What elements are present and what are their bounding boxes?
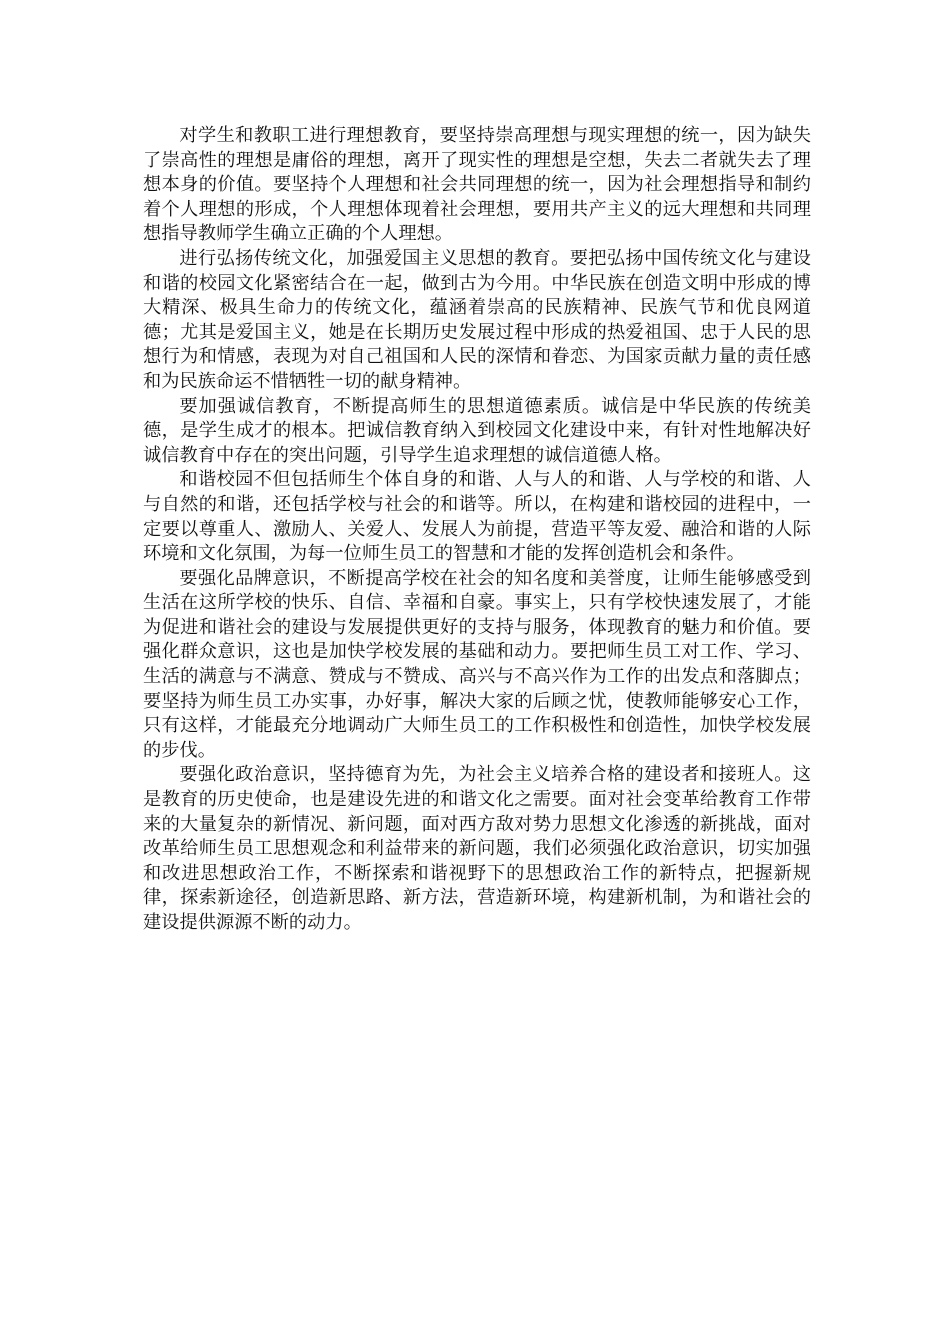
document-body (143, 124, 811, 936)
paragraph-political-awareness: 要强化政治意识，坚持德育为先，为社会主义培养合格的建设者和接班人。这是教育的历史使命，也是建设先进的和谐文化之需要。面对社会变革给教育工作带来的大量复杂的新情况、新问题，面对西方敌对势力思想文化渗透的新挑战，面对改革给师生员工思想观念和利益带来的新问题，我们必须强化政治意识，切实加强和改进思想政治工作，不断探索和谐视野下的思想政治工作的新特点，把握新规律，探索新途径，创造新思路、新方法，营造新环境，构建新机制，为和谐社会的建设提供源源不断的动力。 (143, 764, 811, 933)
paragraph-brand-awareness: 要强化品牌意识，不断提高学校在社会的知名度和美誉度，让师生能够感受到生活在这所学校的快乐、自信、幸福和自豪。事实上，只有学校快速发展了，才能为促进和谐社会的建设与发展提供更好的支持与服务，体现教育的魅力和价值。要强化群众意识，这也是加快学校发展的基础和动力。要把师生员工对工作、学习、生活的满意与不满意、赞成与不赞成、高兴与不高兴作为工作的出发点和落脚点；要坚持为师生员工办实事，办好事，解决大家的后顾之忧，使教师能够安心工作，只有这样，才能最充分地调动广大师生员工的工作积极性和创造性，加快学校发展的步伐。 (143, 567, 811, 761)
paragraph-traditional-culture: 进行弘扬传统文化，加强爱国主义思想的教育。要把弘扬中国传统文化与建设和谐的校园文化紧密结合在一起，做到古为今用。中华民族在创造文明中形成的博大精深、极具生命力的传统文化，蕴涵着崇高的民族精神、民族气节和优良网道德；尤其是爱国主义，她是在长期历史发展过程中形成的热爱祖国、忠于人民的思想行为和情感，表现为对自己祖国和人民的深情和眷恋、为国家贡献力量的责任感和为民族命运不惜牺牲一切的献身精神。 (143, 247, 811, 392)
paragraph-integrity-education: 要加强诚信教育，不断提高师生的思想道德素质。诚信是中华民族的传统美德，是学生成才的根本。把诚信教育纳入到校园文化建设中来，有针对性地解决好诚信教育中存在的突出问题，引导学生追求理想的诚信道德人格。 (143, 395, 811, 466)
paragraph-harmonious-campus: 和谐校园不但包括师生个体自身的和谐、人与人的和谐、人与学校的和谐、人与自然的和谐，还包括学校与社会的和谐等。所以，在构建和谐校园的进程中，一定要以尊重人、激励人、关爱人、发展人为前提，营造平等友爱、融洽和谐的人际环境和文化氛围，为每一位师生员工的智慧和才能的发挥创造机会和条件。 (143, 469, 811, 565)
paragraph-ideal-education: 对学生和教职工进行理想教育，要坚持崇高理想与现实理想的统一，因为缺失了崇高性的理想是庸俗的理想，离开了现实性的理想是空想，失去二者就失去了理想本身的价值。要坚持个人理想和社会共同理想的统一，因为社会理想指导和制约着个人理想的形成，个人理想体现着社会理想，要用共产主义的远大理想和共同理想指导教师学生确立正确的个人理想。 (143, 125, 811, 245)
